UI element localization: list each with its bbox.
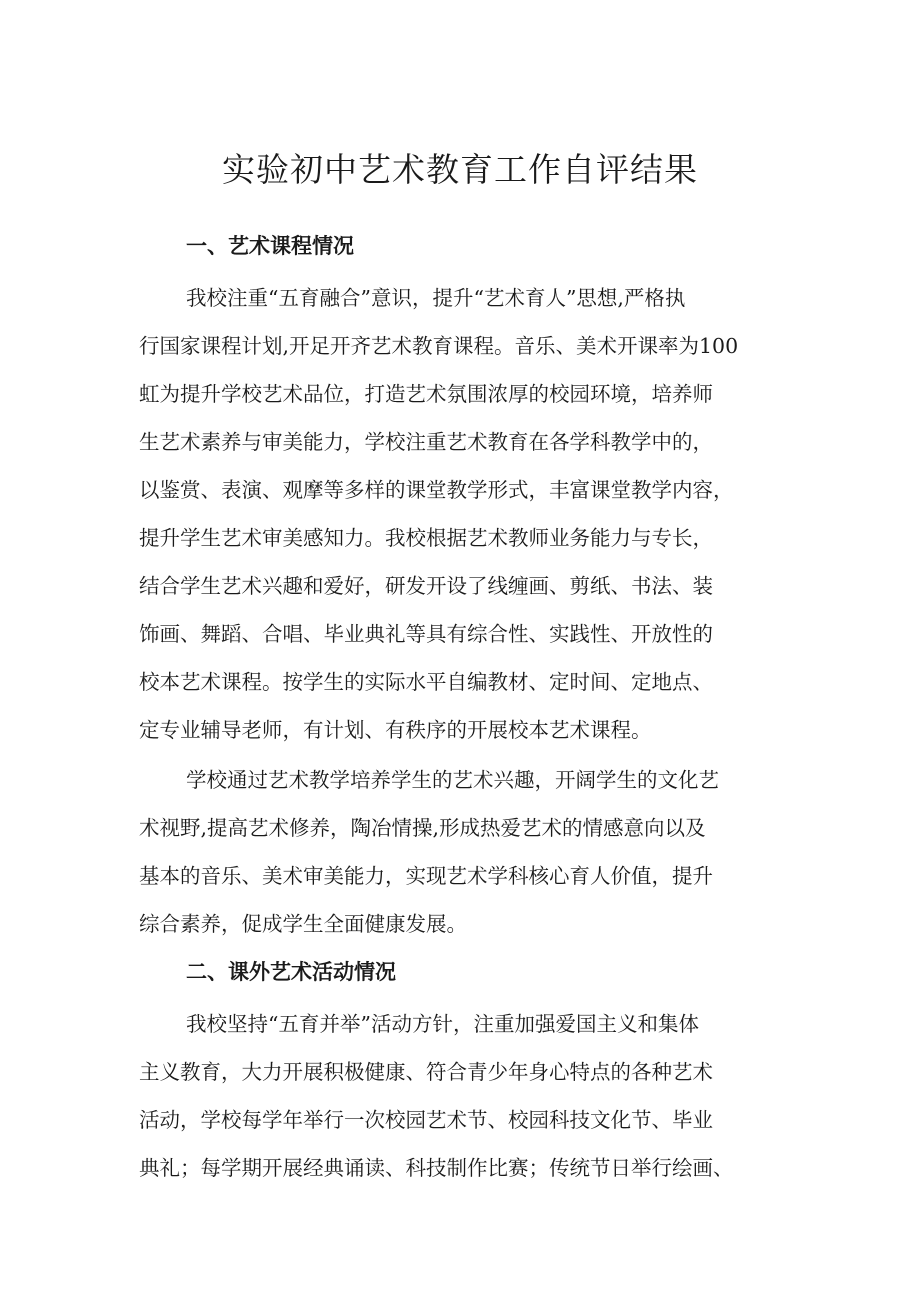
text-line: 虹为提升学校艺术品位，打造艺术氛围浓厚的校园环境，培养师 xyxy=(139,382,713,406)
text-line: 饰画、舞蹈、合唱、毕业典礼等具有综合性、实践性、开放性的 xyxy=(139,622,713,646)
text-line: 我校注重“五育融合”意识，提升“艺术育人”思想,严格执 xyxy=(186,286,686,310)
text-line: 术视野,提高艺术修养，陶冶情操,形成热爱艺术的情感意向以及 xyxy=(139,816,706,840)
text-line: 定专业辅导老师，有计划、有秩序的开展校本艺术课程。 xyxy=(139,718,652,742)
text-line: 提升学生艺术审美感知力。我校根据艺术教师业务能力与专长， xyxy=(139,526,713,550)
text-line: 行国家课程计划,开足开齐艺术教育课程。音乐、美术开课率为100 xyxy=(139,334,739,358)
text-line: 综合素养，促成学生全面健康发展。 xyxy=(139,912,467,936)
text-line: 结合学生艺术兴趣和爱好，研发开设了线缠画、剪纸、书法、装 xyxy=(139,574,713,598)
section-heading-art-courses: 一、艺术课程情况 xyxy=(186,234,354,258)
text-line: 学校通过艺术教学培养学生的艺术兴趣，开阔学生的文化艺 xyxy=(186,768,719,792)
text-line: 典礼；每学期开展经典诵读、科技制作比赛；传统节日举行绘画、 xyxy=(139,1156,734,1180)
text-line: 校本艺术课程。按学生的实际水平自编教材、定时间、定地点、 xyxy=(139,670,713,694)
text-line: 主义教育，大力开展积极健康、符合青少年身心特点的各种艺术 xyxy=(139,1060,713,1084)
document-title: 实验初中艺术教育工作自评结果 xyxy=(222,150,698,189)
text-line: 以鉴赏、表演、观摩等多样的课堂教学形式，丰富课堂教学内容， xyxy=(139,478,734,502)
text-line: 基本的音乐、美术审美能力，实现艺术学科核心育人价值，提升 xyxy=(139,864,713,888)
text-line: 我校坚持“五育并举”活动方针，注重加强爱国主义和集体 xyxy=(186,1012,699,1036)
text-line: 活动，学校每学年举行一次校园艺术节、校园科技文化节、毕业 xyxy=(139,1108,713,1132)
section-heading-extracurricular: 二、课外艺术活动情况 xyxy=(186,960,396,984)
text-line: 生艺术素养与审美能力，学校注重艺术教育在各学科教学中的， xyxy=(139,430,713,454)
